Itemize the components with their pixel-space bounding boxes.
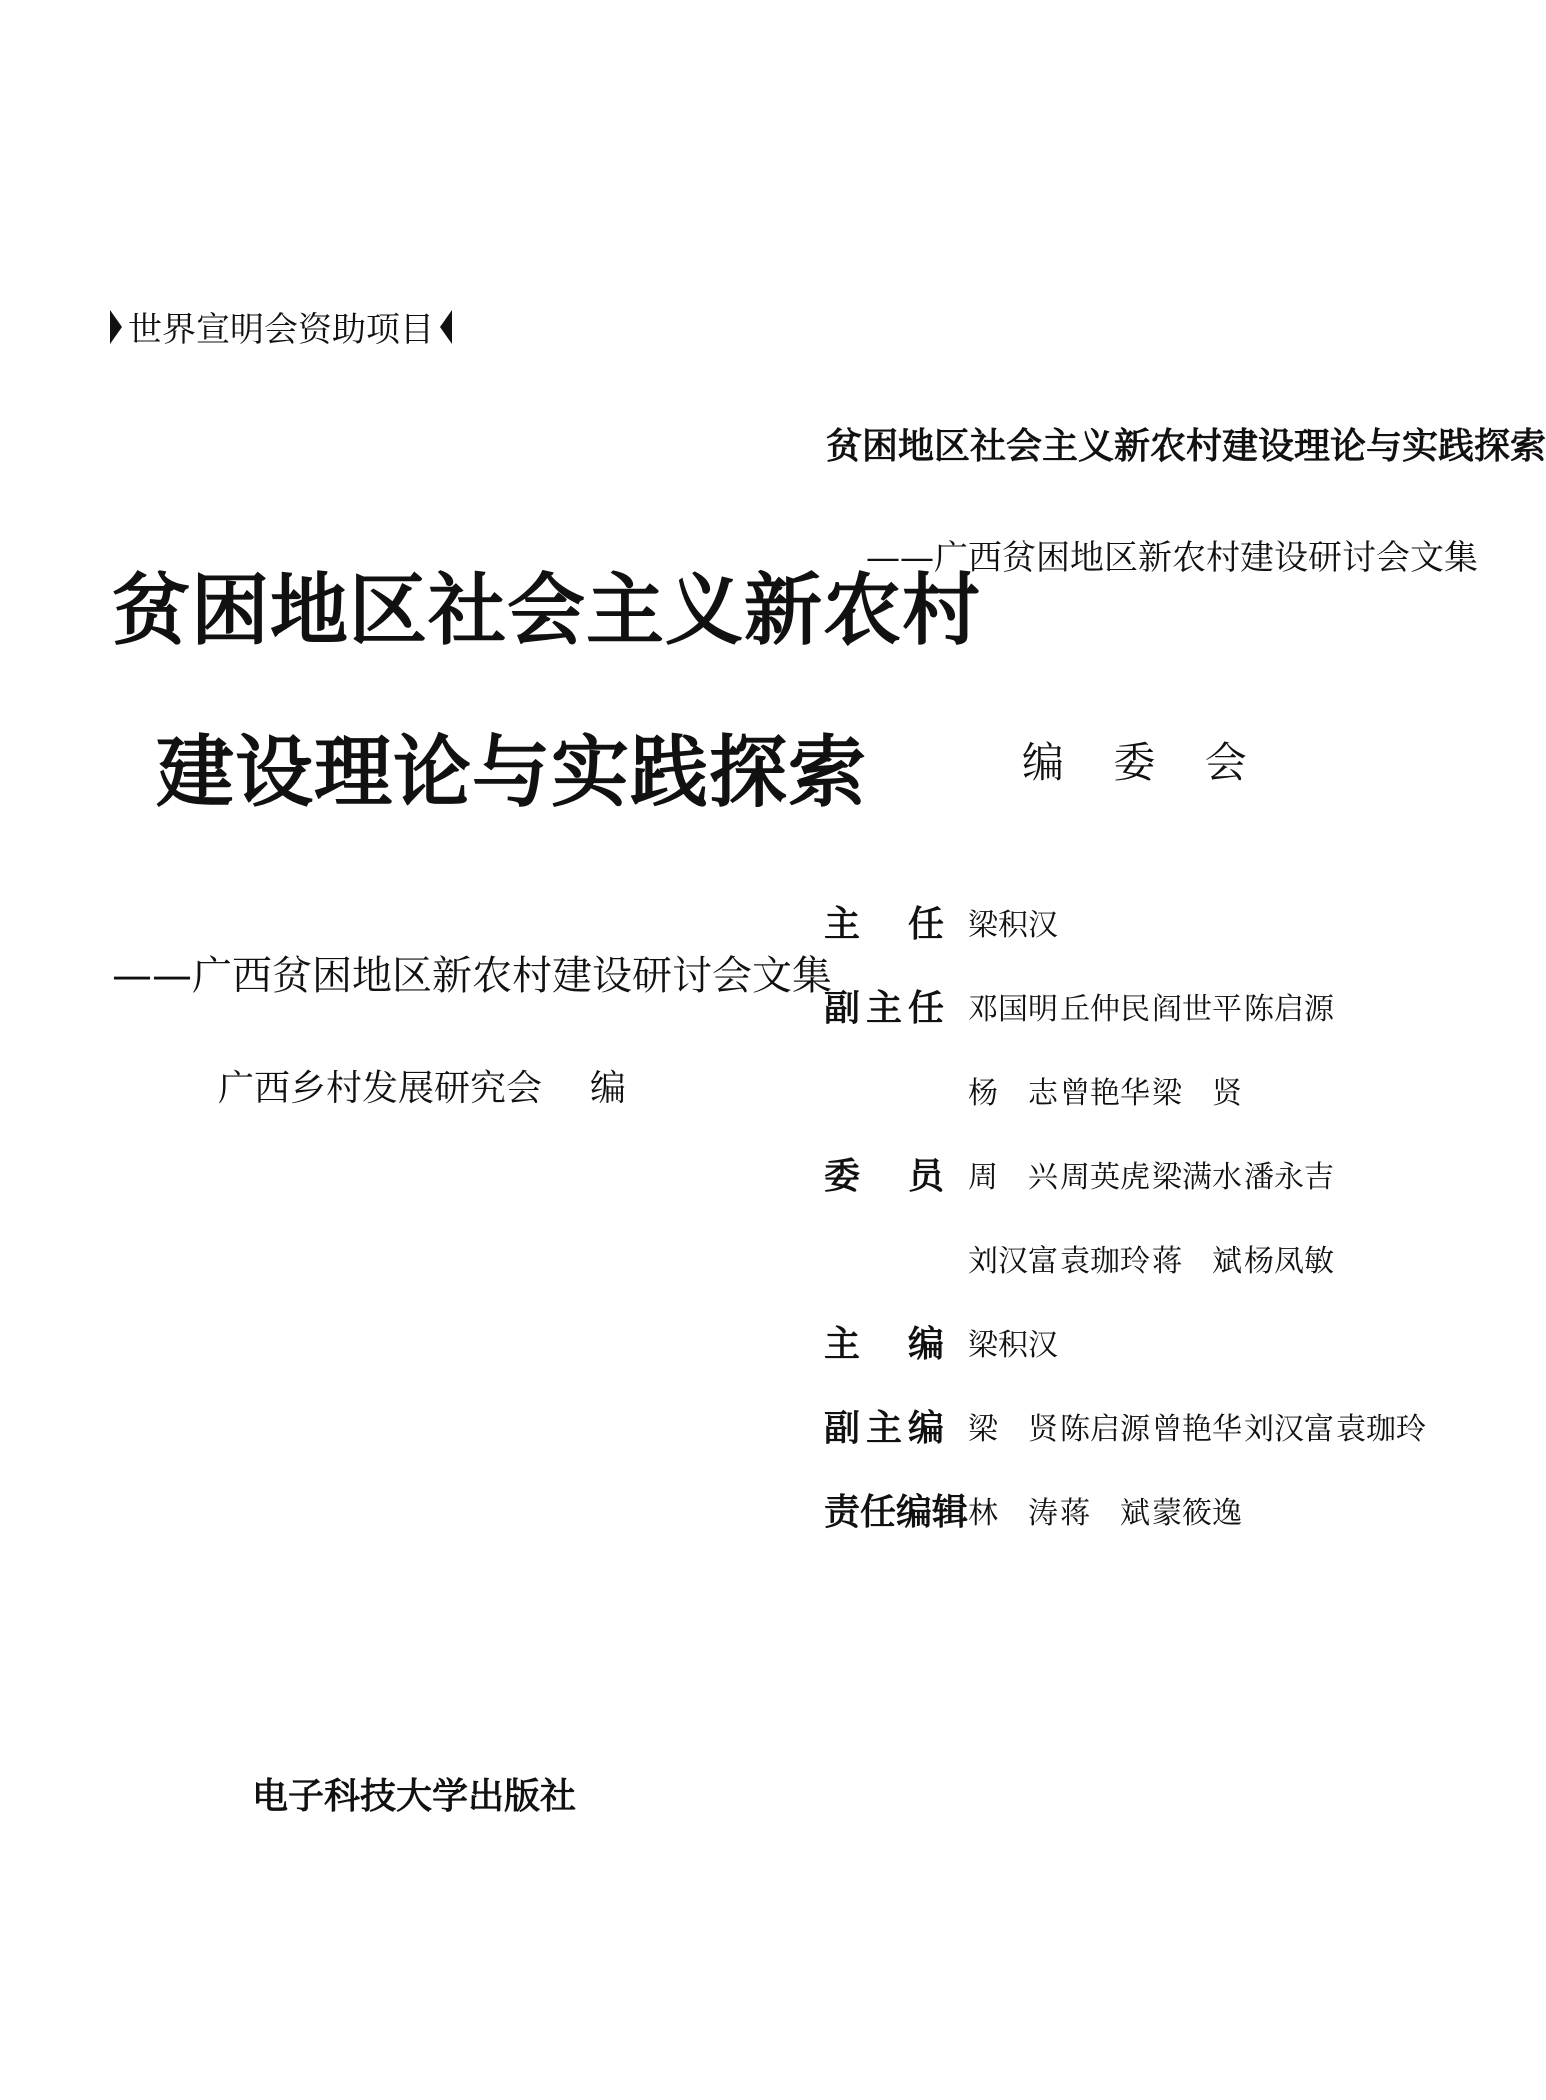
right-page-subtitle: ——广西贫困地区新农村建设研讨会文集	[866, 538, 1478, 578]
right-page-title: 贫困地区社会主义新农村建设理论与实践探索	[826, 426, 1546, 467]
book-title-line1: 贫困地区社会主义新农村	[112, 565, 982, 656]
roster-name: 丘仲民	[1060, 992, 1150, 1027]
editor-name: 广西乡村发展研究会	[218, 1068, 543, 1109]
publisher-name: 电子科技大学出版社	[252, 1776, 577, 1817]
roster-name: 杨凤敏	[1244, 1244, 1334, 1279]
roster-name: 阎世平	[1152, 992, 1242, 1027]
roster-name: 刘汉富	[1244, 1412, 1334, 1447]
roster-row	[824, 1232, 1428, 1316]
editor-credit	[218, 1060, 626, 1111]
roster-name: 潘永吉	[1244, 1160, 1334, 1195]
triangle-right-icon	[110, 310, 122, 344]
roster-names	[968, 896, 1060, 944]
roster-name: 蒋 斌	[1152, 1244, 1242, 1279]
roster-role: 副主任	[824, 988, 944, 1029]
roster-names	[968, 1064, 1244, 1112]
roster-name: 蒋 斌	[1060, 1496, 1150, 1531]
book-title-line2: 建设理论与实践探索	[156, 727, 868, 818]
triangle-left-icon	[440, 310, 452, 344]
roster-name: 曾艳华	[1060, 1076, 1150, 1111]
roster-row	[824, 1064, 1428, 1148]
editor-suffix: 编	[590, 1068, 627, 1109]
roster-name: 陈启源	[1244, 992, 1334, 1027]
roster-names	[968, 1400, 1428, 1448]
roster-name: 刘汉富	[968, 1244, 1058, 1279]
roster-name: 梁满水	[1152, 1160, 1242, 1195]
roster-name: 梁积汉	[968, 908, 1058, 943]
roster-names	[968, 1316, 1060, 1364]
roster-row	[824, 1148, 1428, 1232]
roster-role: 责任编辑	[824, 1492, 969, 1533]
roster-role: 主编	[824, 1324, 944, 1365]
roster-row	[824, 1316, 1428, 1400]
roster-role: 副主编	[824, 1408, 944, 1449]
roster-name: 邓国明	[968, 992, 1058, 1027]
roster-name: 袁珈玲	[1336, 1412, 1426, 1447]
roster-name: 周英虎	[1060, 1160, 1150, 1195]
roster-role: 主任	[824, 904, 944, 945]
roster-role: 委员	[824, 1156, 944, 1197]
roster-names	[968, 1484, 1244, 1532]
roster-name: 梁 贤	[1152, 1076, 1242, 1111]
roster-names	[968, 980, 1336, 1028]
roster-name: 周 兴	[968, 1160, 1058, 1195]
sponsor-text: 世界宣明会资助项目	[128, 310, 434, 350]
roster-name: 陈启源	[1060, 1412, 1150, 1447]
roster-name: 梁积汉	[968, 1328, 1058, 1363]
roster-row	[824, 896, 1428, 980]
roster-name: 林 涛	[968, 1496, 1058, 1531]
roster-name: 蒙筱逸	[1152, 1496, 1242, 1531]
roster-name: 梁 贤	[968, 1412, 1058, 1447]
book-subtitle: ——广西贫困地区新农村建设研讨会文集	[112, 953, 832, 999]
roster-names	[968, 1232, 1336, 1280]
roster-name: 杨 志	[968, 1076, 1058, 1111]
roster-row	[824, 980, 1428, 1064]
editorial-board-roster	[824, 896, 1428, 1568]
roster-names	[968, 1148, 1336, 1196]
roster-row	[824, 1400, 1428, 1484]
roster-name: 曾艳华	[1152, 1412, 1242, 1447]
sponsor-label	[110, 302, 452, 351]
roster-name: 袁珈玲	[1060, 1244, 1150, 1279]
roster-row	[824, 1484, 1428, 1568]
editorial-board-heading: 编 委 会	[1022, 738, 1265, 787]
